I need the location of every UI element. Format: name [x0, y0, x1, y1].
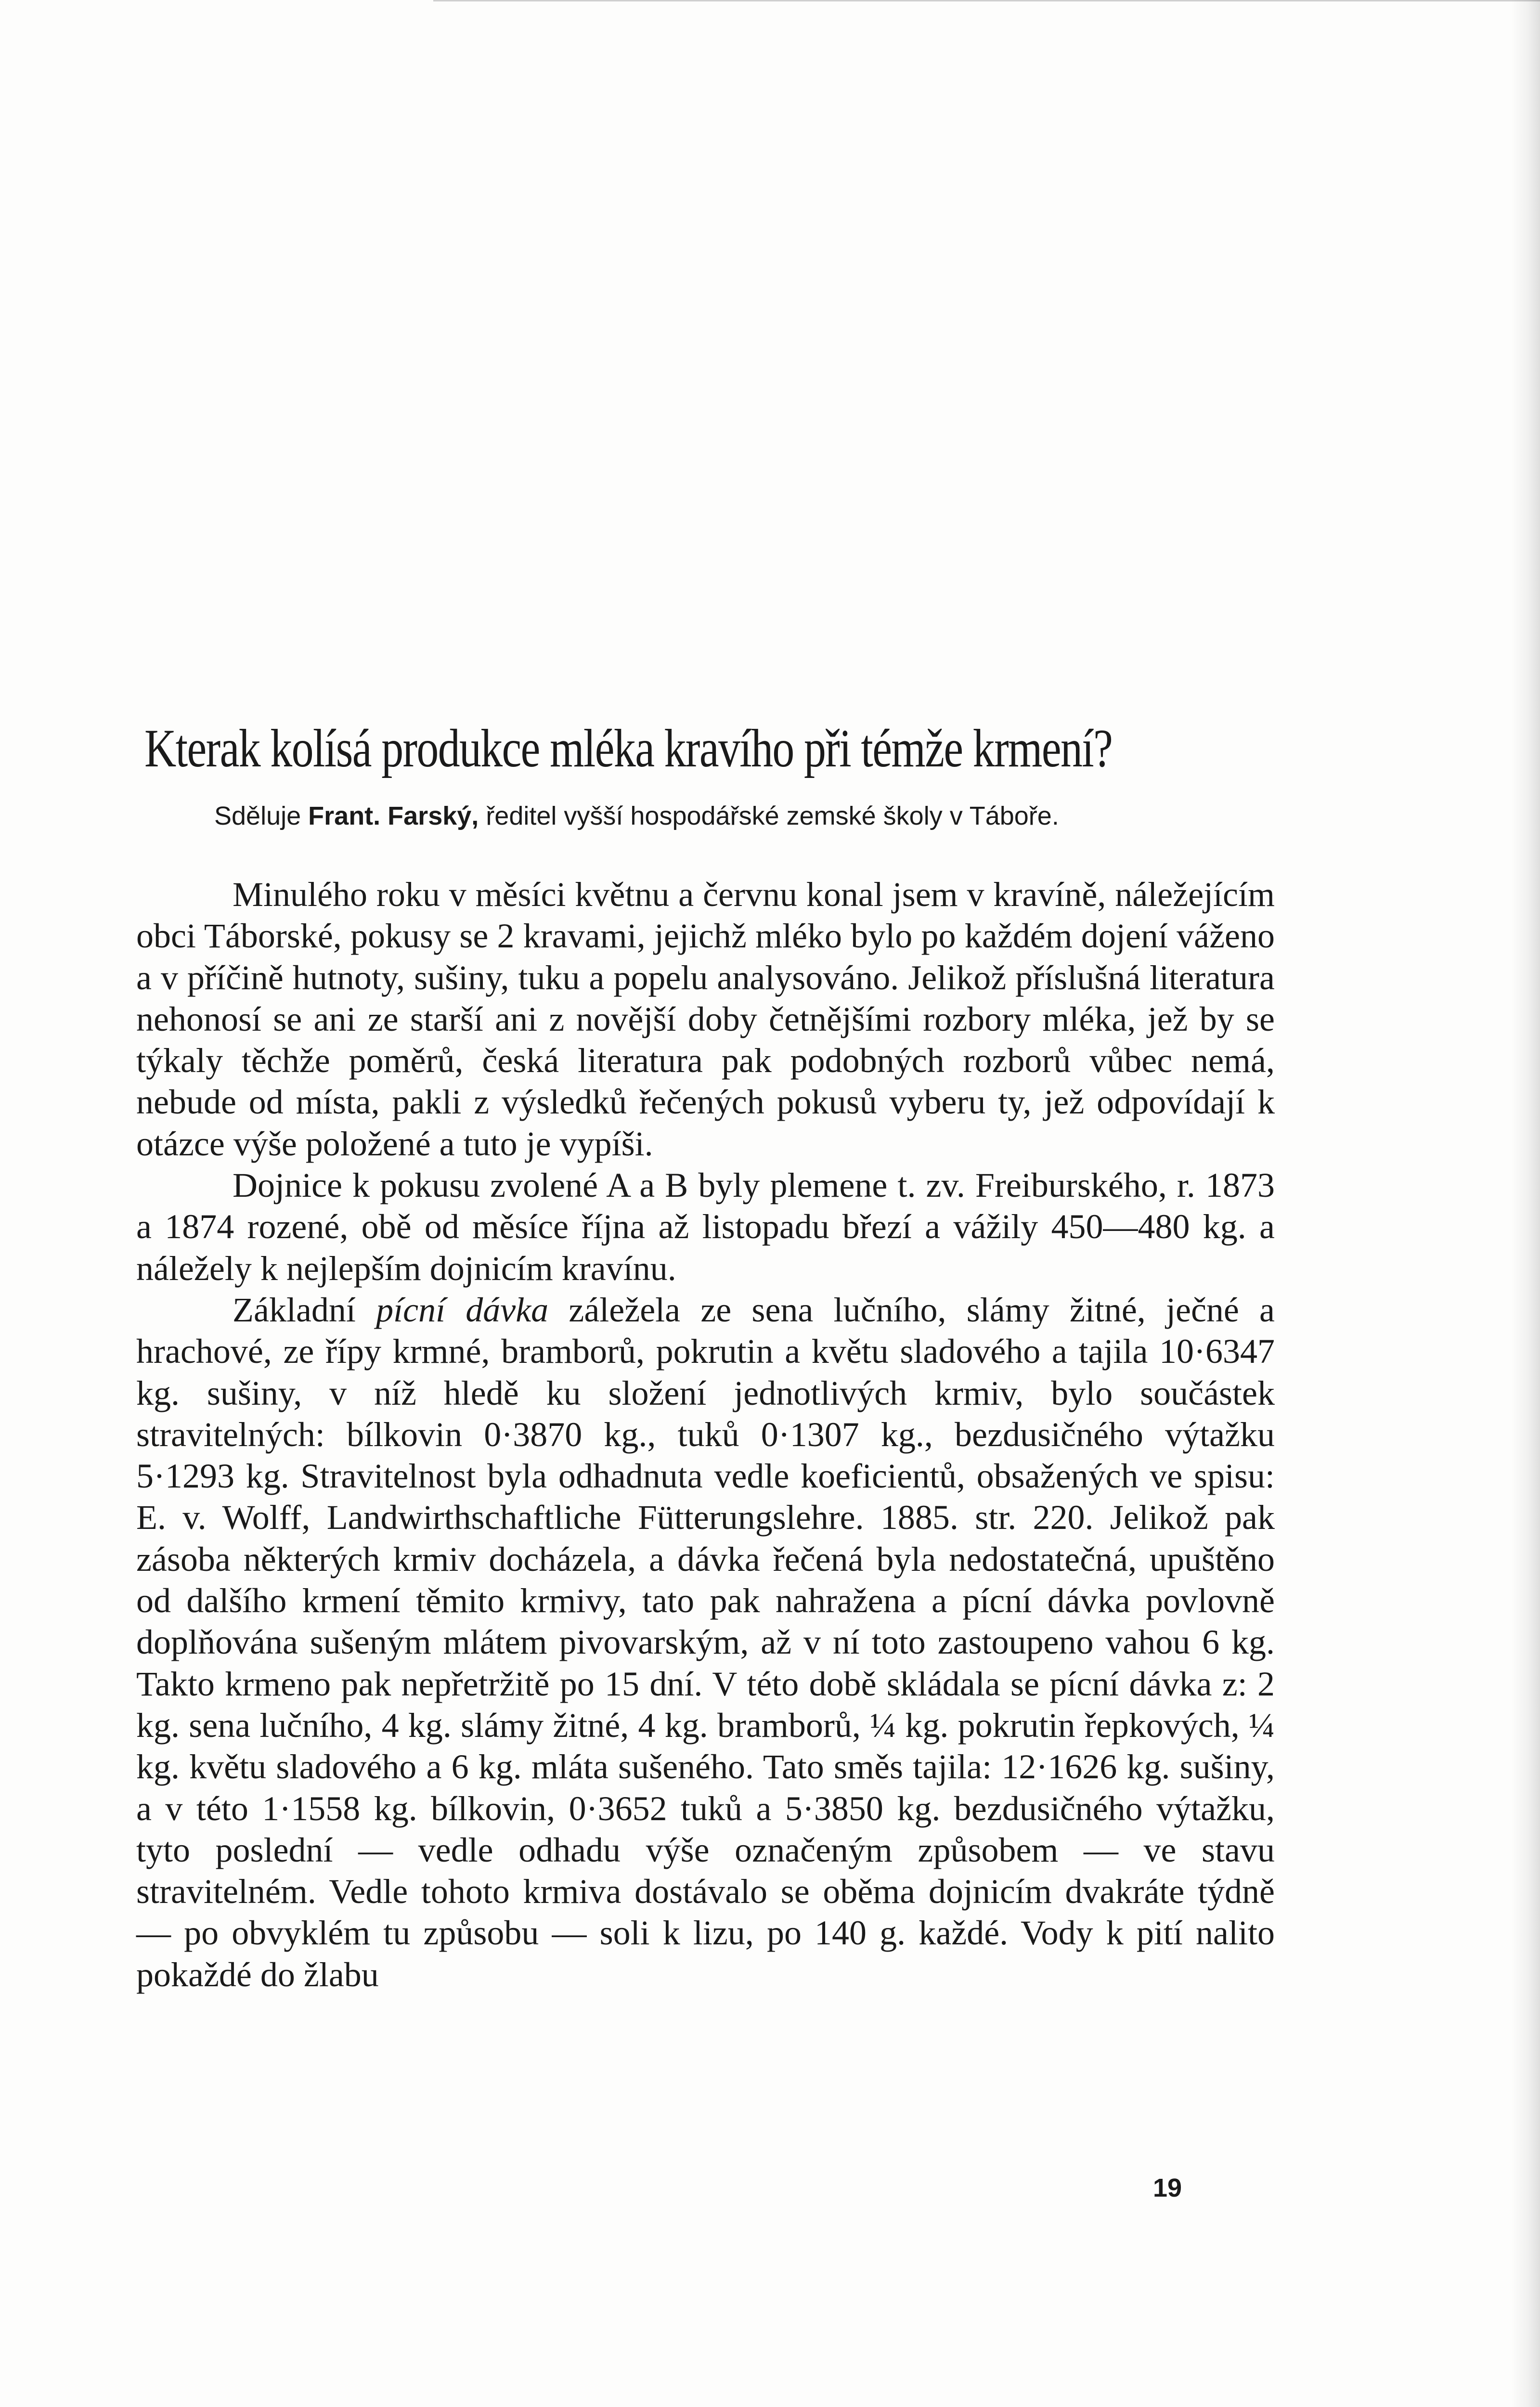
paragraph-3-emphasis: pícní dávka	[376, 1290, 549, 1329]
scan-edge-shadow	[1511, 0, 1540, 2407]
scan-top-border	[433, 0, 1540, 7]
article-title: Kterak kolísá produkce mléka kravího při témže krmení?	[144, 719, 1113, 778]
paragraph-3	[136, 1289, 1275, 1995]
paragraph-1: Minulého roku v měsíci květnu a červnu konal jsem v kravíně, náležejícím obci Táborské, pokusy se 2 kravami, jejichž mléko bylo po každém dojení váženo a v příčině hutnoty, sušiny, tuku a popelu analysováno. Jelikož příslušná literatura nehonosí se ani ze starší ani z novější doby četnějšími rozbory mléka, jež by se týkaly těchže poměrů, česká literatura pak podobných rozborů vůbec nemá, nebude od místa, pakli z výsledků řečených pokusů vyberu ty, jež odpovídají k otázce výše položené a tuto je vypíši.	[136, 875, 1275, 1163]
byline-author: Frant. Farský,	[308, 802, 479, 830]
paragraph-3-lead: Základní	[233, 1290, 356, 1329]
article-body	[136, 874, 1275, 1995]
article-byline	[214, 799, 1321, 833]
paragraph-3-text: záležela ze sena lučního, slámy žitné, ječné a hrachové, ze řípy krmné, bramborů, pokrutin a květu sladového a tajila 10·6347 kg. sušiny, v níž hledě ku složení jednotlivých krmiv, bylo součástek stravitelných: bílkovin 0·3870 kg., tuků 0·1307 kg., bezdusičného výtažku 5·1293 kg. Stravitelnost byla odhadnuta vedle koeficientů, obsažených ve spisu: E. v. Wolff, Landwirthschaftliche Fütterungslehre. 1885. str. 220. Jelikož pak zásoba některých krmiv docházela, a dávka řečená byla nedostatečná, upuštěno od dalšího krmení těmito krmivy, tato pak nahražena a pícní dávka povlovně doplňována sušeným mlátem pivovarským, až v ní toto zastoupeno vahou 6 kg. Takto krmeno pak nepřetržitě po 15 dní. V této době skládala se pícní dávka z: 2 kg. sena lučního, 4 kg. slámy žitné, 4 kg. bramborů, ¼ kg. pokrutin řepkových, ¼ kg. květu sladového a 6 kg. mláta sušeného. Tato směs tajila: 12·1626 kg. sušiny, a v této 1·1558 kg. bílkovin, 0·3652 tuků a 5·3850 kg. bezdusičného výtažku, tyto poslední — vedle odhadu výše označeným způsobem — ve stavu stravitelném. Vedle tohoto krmiva dostávalo se oběma dojnicím dvakráte týdně — po obvyklém tu způsobu — soli k lizu, po 140 g. každé. Vody k pití nalito pokaždé do žlabu	[136, 1290, 1275, 1994]
byline-prefix: Sděluje	[214, 802, 301, 830]
page-number: 19	[1153, 2174, 1182, 2202]
byline-affiliation: ředitel vyšší hospodářské zemské školy v Táboře.	[486, 802, 1059, 830]
paragraph-2: Dojnice k pokusu zvolené A a B byly plemene t. zv. Freiburského, r. 1873 a 1874 rozené, obě od měsíce října až listopadu březí a vážily 450—480 kg. a náležely k nejlepším dojnicím kravínu.	[136, 1166, 1275, 1288]
